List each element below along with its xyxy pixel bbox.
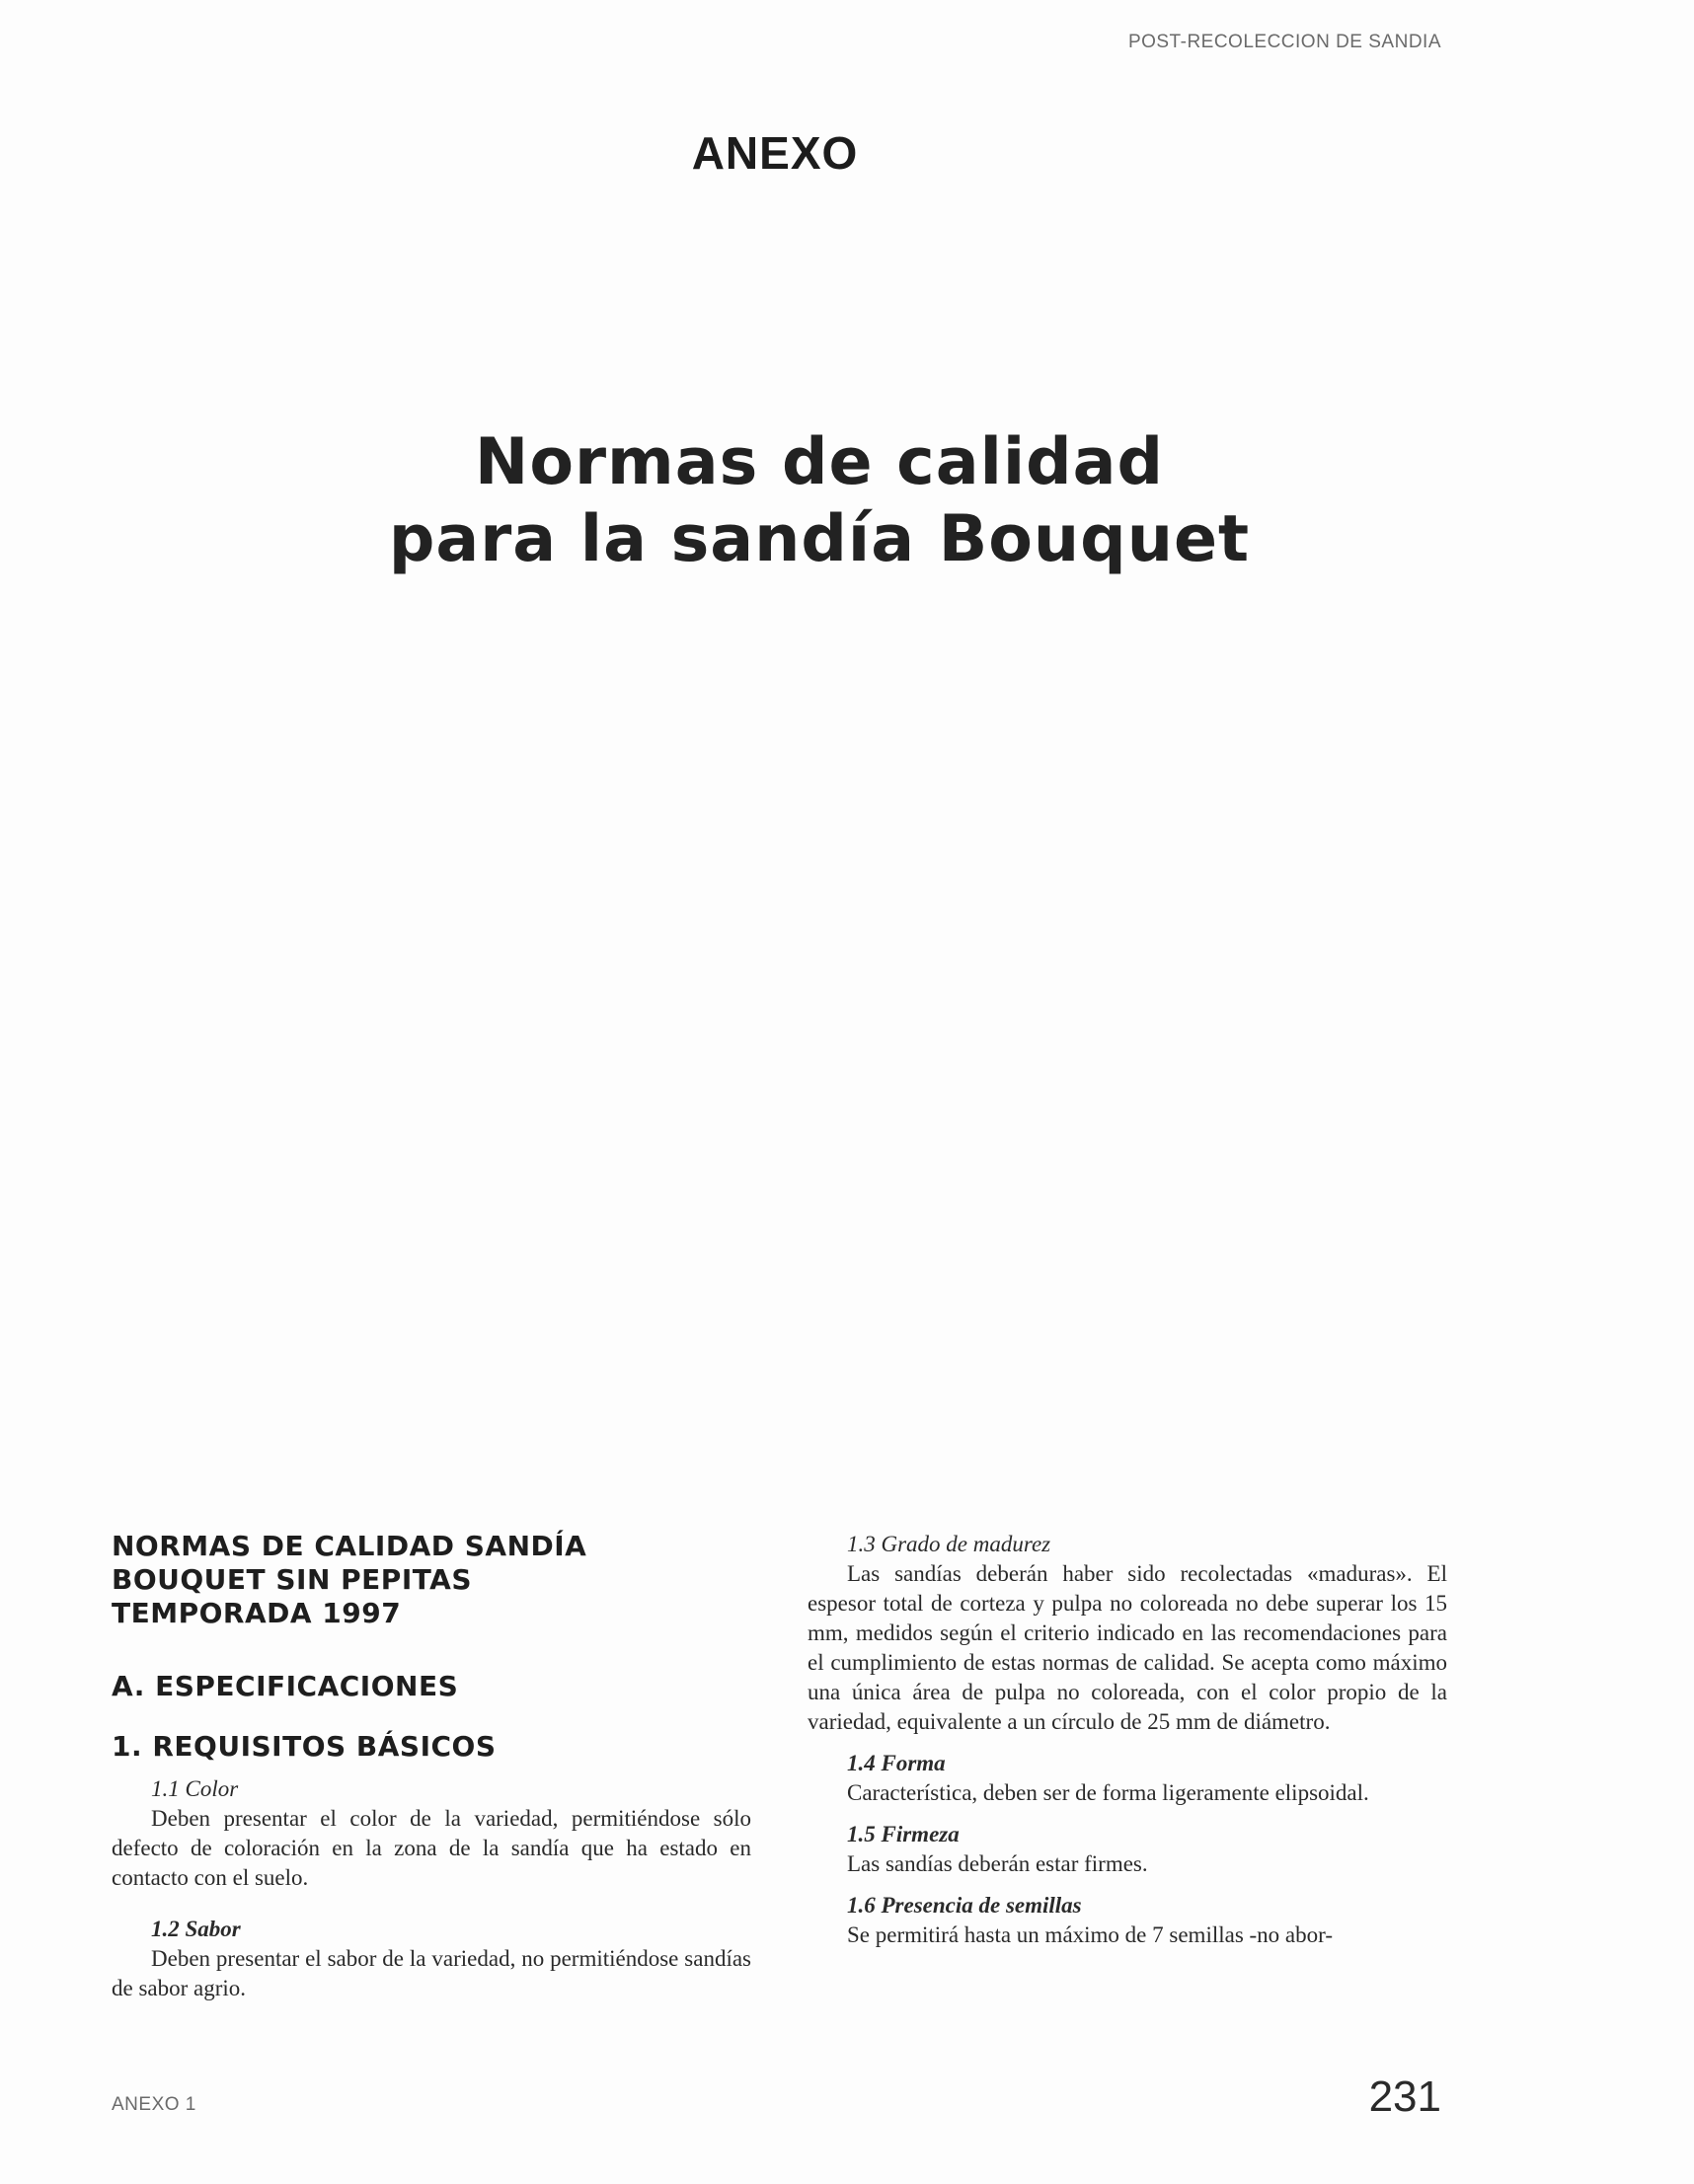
item-title: 1.5 Firmeza: [847, 1822, 960, 1846]
requirement-item-firmeza: [808, 1820, 1447, 1879]
requirement-item-forma: [808, 1749, 1447, 1808]
item-text: Característica, deben ser de forma ligeramente elipsoidal.: [847, 1780, 1369, 1805]
item-title: 1.1 Color: [151, 1776, 239, 1801]
main-title-line-2: para la sandía Bouquet: [388, 502, 1251, 576]
main-title-line-1: Normas de calidad: [474, 425, 1165, 499]
left-column: [112, 1530, 751, 2003]
item-title: 1.6 Presencia de semillas: [847, 1893, 1082, 1918]
item-text: Las sandías deberán haber sido recolectadas «maduras». El espesor total de corteza y pulpa no coloreada no debe superar los 15 mm, medidos según el criterio indicado en las recomendaciones para el cumplimiento de estas normas de calidad. Se acepta como máximo una única área de pulpa no coloreada, con el color propio de la variedad, equivalente a un círculo de 25 mm de diámetro.: [808, 1561, 1447, 1734]
item-text: Las sandías deberán estar firmes.: [847, 1851, 1148, 1876]
item-title: 1.3 Grado de madurez: [847, 1532, 1051, 1556]
section-heading-a: A. ESPECIFICACIONES: [112, 1670, 459, 1702]
item-title: 1.2 Sabor: [151, 1917, 241, 1941]
section-heading-1: 1. REQUISITOS BÁSICOS: [112, 1730, 497, 1763]
item-text: Deben presentar el sabor de la variedad, no permitiéndose sandías de sabor agrio.: [112, 1946, 751, 2000]
main-title: [326, 424, 1313, 578]
requirement-item-color: [112, 1774, 751, 1893]
running-head: POST-RECOLECCION DE SANDIA: [1127, 32, 1441, 52]
right-column: [808, 1530, 1447, 1950]
item-text: Deben presentar el color de la variedad, permitiéndose sólo defecto de coloración en la zona de la sandía que ha estado en contacto con el suelo.: [112, 1806, 751, 1890]
anexo-title: ANEXO: [691, 127, 859, 179]
requirement-item-semillas: [808, 1891, 1447, 1950]
footer-label: ANEXO 1: [112, 2094, 196, 2115]
document-heading-line-2: BOUQUET SIN PEPITAS: [112, 1563, 473, 1596]
requirement-item-sabor: [112, 1915, 751, 2003]
document-heading: [112, 1530, 751, 1630]
item-title: 1.4 Forma: [847, 1751, 946, 1775]
document-heading-line-1: NORMAS DE CALIDAD SANDÍA: [112, 1530, 587, 1562]
page-number: 231: [1368, 2072, 1441, 2121]
item-text: Se permitirá hasta un máximo de 7 semillas -no abor-: [847, 1922, 1333, 1947]
document-heading-line-3: TEMPORADA 1997: [112, 1597, 402, 1629]
requirement-item-madurez: [808, 1530, 1447, 1737]
